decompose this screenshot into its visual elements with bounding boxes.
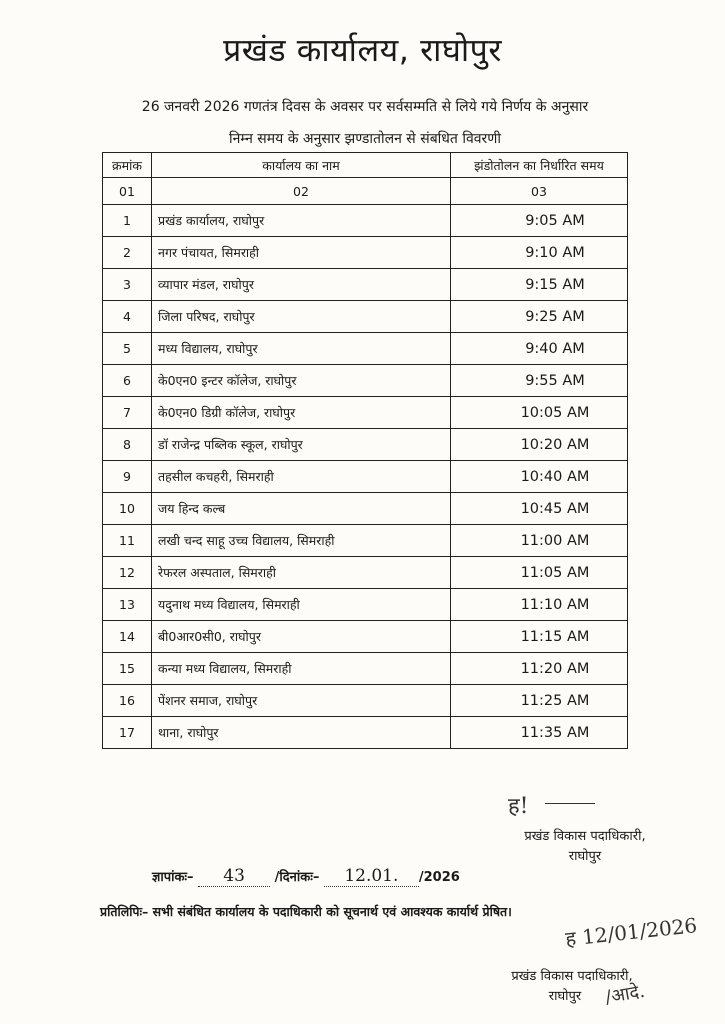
signatory-place-2: राघोपुर — [548, 989, 582, 1004]
flag-time-cell: 11:20 AM — [451, 653, 628, 685]
column-number: 02 — [152, 178, 451, 205]
signature-scribble: ह! — [508, 794, 529, 819]
office-name-cell: तहसील कचहरी, सिमराही — [152, 461, 451, 493]
flag-time-cell: 10:05 AM — [451, 397, 628, 429]
office-name-cell: डॉ राजेन्द्र पब्लिक स्कूल, राघोपुर — [152, 429, 451, 461]
signatory-designation-2: प्रखंड विकास पदाधिकारी, — [511, 969, 633, 984]
office-name-cell: के0एन0 इन्टर कॉलेज, राघोपुर — [152, 365, 451, 397]
memo-number: 43 — [198, 866, 270, 887]
serial-cell: 1 — [103, 205, 152, 237]
serial-cell: 4 — [103, 301, 152, 333]
table-row — [103, 205, 628, 237]
flag-time-cell: 10:40 AM — [451, 461, 628, 493]
office-name-cell: प्रखंड कार्यालय, राघोपुर — [152, 205, 451, 237]
memo-line — [152, 866, 460, 887]
memo-label: ज्ञापांकः– — [152, 870, 194, 885]
office-name-cell: यदुनाथ मध्य विद्यालय, सिमराही — [152, 589, 451, 621]
flag-time-cell: 11:00 AM — [451, 525, 628, 557]
header-office-name: कार्यालय का नाम — [152, 153, 451, 178]
table-row — [103, 557, 628, 589]
flag-time-cell: 11:25 AM — [451, 685, 628, 717]
office-name-cell: नगर पंचायत, सिमराही — [152, 237, 451, 269]
serial-cell: 8 — [103, 429, 152, 461]
table-row — [103, 397, 628, 429]
flag-time-cell: 11:35 AM — [451, 717, 628, 749]
office-name-cell: के0एन0 डिग्री कॉलेज, राघोपुर — [152, 397, 451, 429]
memo-year: /2026 — [418, 870, 460, 885]
table-row — [103, 589, 628, 621]
office-name-cell: थाना, राघोपुर — [152, 717, 451, 749]
flag-time-cell: 9:25 AM — [451, 301, 628, 333]
serial-cell: 10 — [103, 493, 152, 525]
table-row — [103, 717, 628, 749]
signature-scribble-3: /आदे. — [603, 980, 647, 1009]
column-number: 03 — [451, 178, 628, 205]
schedule-table — [102, 152, 628, 749]
office-name-cell: जिला परिषद, राघोपुर — [152, 301, 451, 333]
office-name-cell: रेफरल अस्पताल, सिमराही — [152, 557, 451, 589]
office-name-cell: कन्या मध्य विद्यालय, सिमराही — [152, 653, 451, 685]
date-label: /दिनांकः– — [274, 870, 320, 885]
page-title: प्रखंड कार्यालय, राघोपुर — [223, 31, 502, 69]
flag-time-cell: 9:10 AM — [451, 237, 628, 269]
serial-cell: 17 — [103, 717, 152, 749]
flag-time-cell: 11:15 AM — [451, 621, 628, 653]
signature-scribble-2: ह 12/01/2026 — [564, 913, 699, 951]
flag-time-cell: 10:20 AM — [451, 429, 628, 461]
office-name-cell: जय हिन्द कल्ब — [152, 493, 451, 525]
table-row — [103, 653, 628, 685]
serial-cell: 9 — [103, 461, 152, 493]
intro-line-1: 26 जनवरी 2026 गणतंत्र दिवस के अवसर पर सर्वसम्मति से लिये गये निर्णय के अनुसार — [141, 99, 589, 115]
serial-cell: 15 — [103, 653, 152, 685]
flag-time-cell: 9:05 AM — [451, 205, 628, 237]
signatory-place: राघोपुर — [568, 849, 602, 864]
signature-stroke — [545, 803, 595, 804]
copy-to-line: प्रतिलिपिः– सभी संबंधित कार्यालय के पदाधिकारी को सूचनार्थ एवं आवश्यक कार्यार्थ प्रेषित। — [100, 904, 512, 919]
signatory-designation: प्रखंड विकास पदाधिकारी, — [524, 829, 646, 844]
table-row — [103, 301, 628, 333]
table-row — [103, 237, 628, 269]
serial-cell: 11 — [103, 525, 152, 557]
serial-cell: 6 — [103, 365, 152, 397]
serial-cell: 12 — [103, 557, 152, 589]
flag-time-cell: 11:05 AM — [451, 557, 628, 589]
flag-time-cell: 9:40 AM — [451, 333, 628, 365]
flag-time-cell: 9:55 AM — [451, 365, 628, 397]
table-row — [103, 429, 628, 461]
office-name-cell: पेंशनर समाज, राघोपुर — [152, 685, 451, 717]
office-name-cell: लखी चन्द साहू उच्च विद्यालय, सिमराही — [152, 525, 451, 557]
table-row — [103, 525, 628, 557]
flag-time-cell: 10:45 AM — [451, 493, 628, 525]
table-row — [103, 269, 628, 301]
column-number-row — [103, 178, 628, 205]
flag-time-cell: 9:15 AM — [451, 269, 628, 301]
serial-cell: 13 — [103, 589, 152, 621]
flag-time-cell: 11:10 AM — [451, 589, 628, 621]
table-row — [103, 365, 628, 397]
table-row — [103, 461, 628, 493]
office-name-cell: व्यापार मंडल, राघोपुर — [152, 269, 451, 301]
serial-cell: 16 — [103, 685, 152, 717]
table-row — [103, 333, 628, 365]
table-row — [103, 493, 628, 525]
table-header-row — [103, 153, 628, 178]
memo-date: 12.01. — [324, 866, 419, 887]
table-row — [103, 685, 628, 717]
serial-cell: 3 — [103, 269, 152, 301]
office-name-cell: बी0आर0सी0, राघोपुर — [152, 621, 451, 653]
serial-cell: 2 — [103, 237, 152, 269]
serial-cell: 7 — [103, 397, 152, 429]
serial-cell: 5 — [103, 333, 152, 365]
intro-line-2: निम्न समय के अनुसार झण्डातोलन से संबधित विवरणी — [228, 131, 502, 147]
header-flag-time: झंडोतोलन का निर्धारित समय — [451, 153, 628, 178]
office-name-cell: मध्य विद्यालय, राघोपुर — [152, 333, 451, 365]
column-number: 01 — [103, 178, 152, 205]
header-serial: क्रमांक — [103, 153, 152, 178]
serial-cell: 14 — [103, 621, 152, 653]
table-row — [103, 621, 628, 653]
